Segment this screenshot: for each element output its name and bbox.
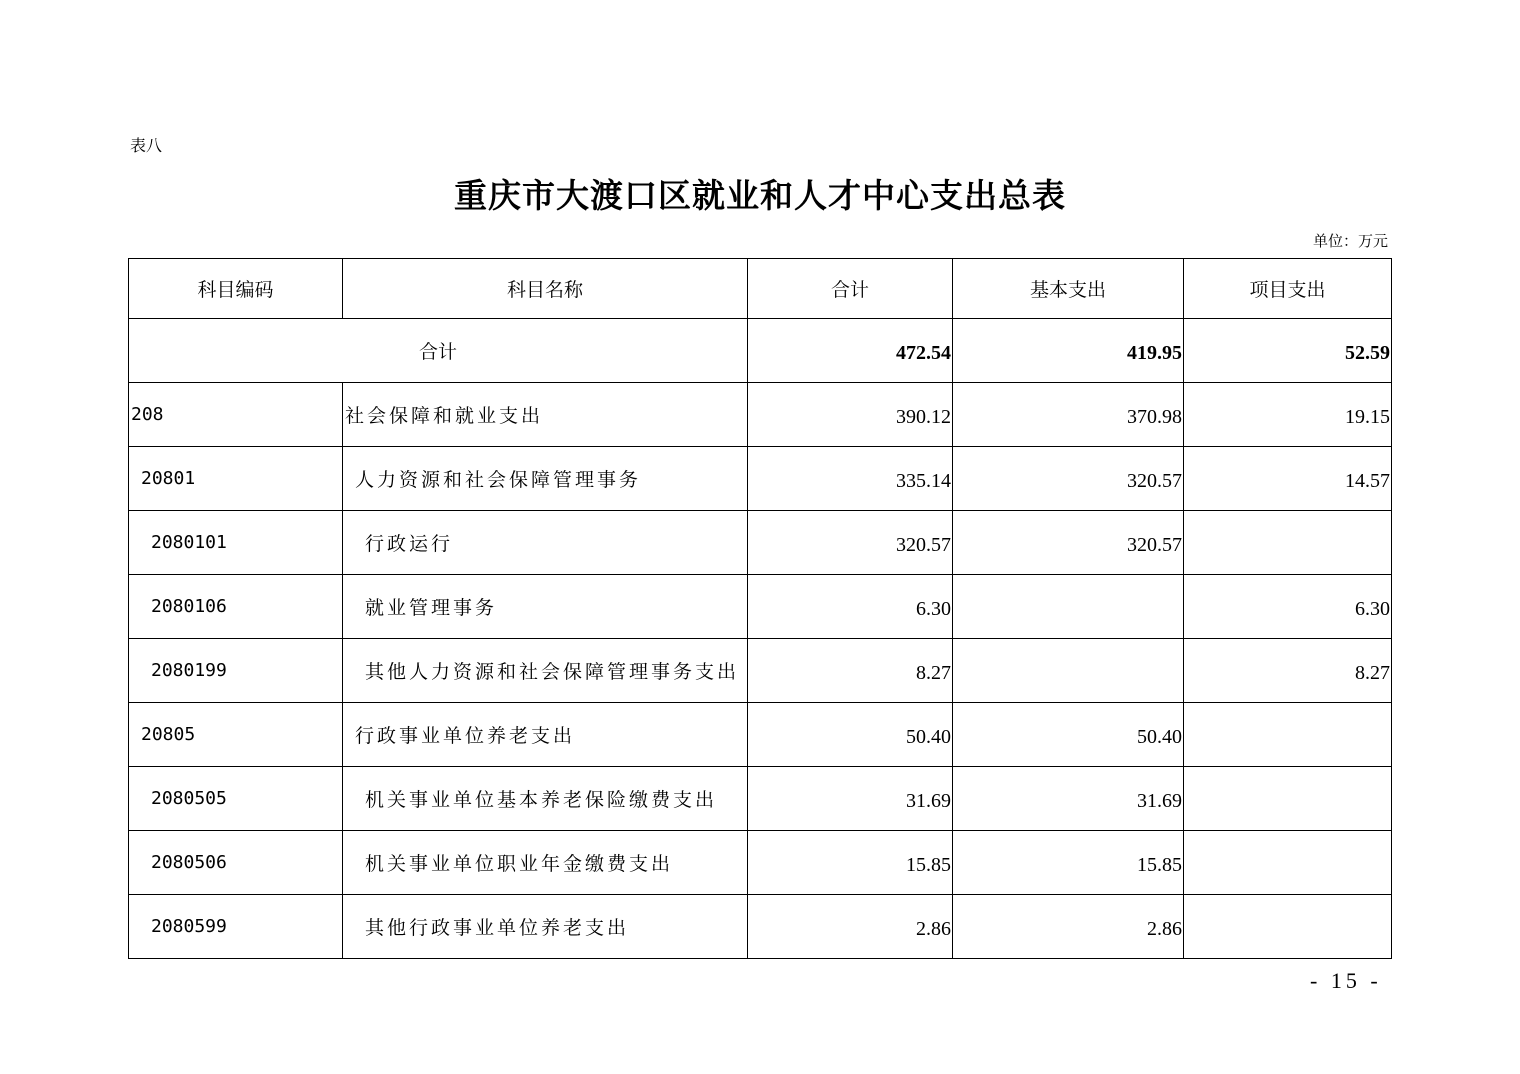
header-basic: 基本支出 [953, 259, 1184, 319]
row-project: 6.30 [1184, 575, 1392, 639]
row-total: 2.86 [748, 895, 953, 959]
row-code: 2080505 [129, 767, 343, 831]
row-code: 20801 [129, 447, 343, 511]
header-code: 科目编码 [129, 259, 343, 319]
row-project: 19.15 [1184, 383, 1392, 447]
row-basic: 320.57 [953, 511, 1184, 575]
row-project [1184, 831, 1392, 895]
table-row [129, 703, 1392, 767]
row-project [1184, 767, 1392, 831]
row-name: 行政事业单位养老支出 [343, 703, 748, 767]
row-basic: 320.57 [953, 447, 1184, 511]
expenditure-table [128, 258, 1392, 959]
row-name: 机关事业单位职业年金缴费支出 [343, 831, 748, 895]
total-basic: 419.95 [953, 319, 1184, 383]
header-name: 科目名称 [343, 259, 748, 319]
table-row [129, 575, 1392, 639]
row-project [1184, 511, 1392, 575]
table-row [129, 831, 1392, 895]
header-project: 项目支出 [1184, 259, 1392, 319]
row-total: 390.12 [748, 383, 953, 447]
table-row [129, 511, 1392, 575]
row-total: 335.14 [748, 447, 953, 511]
row-total: 15.85 [748, 831, 953, 895]
row-project [1184, 895, 1392, 959]
row-project: 14.57 [1184, 447, 1392, 511]
header-total: 合计 [748, 259, 953, 319]
table-row [129, 767, 1392, 831]
row-name: 社会保障和就业支出 [343, 383, 748, 447]
row-basic: 50.40 [953, 703, 1184, 767]
table-row [129, 447, 1392, 511]
total-total: 472.54 [748, 319, 953, 383]
total-row [129, 319, 1392, 383]
row-code: 2080199 [129, 639, 343, 703]
row-name: 人力资源和社会保障管理事务 [343, 447, 748, 511]
row-basic: 2.86 [953, 895, 1184, 959]
table-body [129, 319, 1392, 959]
row-basic: 15.85 [953, 831, 1184, 895]
row-total: 320.57 [748, 511, 953, 575]
row-code: 2080506 [129, 831, 343, 895]
row-basic [953, 575, 1184, 639]
table-header-row [129, 259, 1392, 319]
total-project: 52.59 [1184, 319, 1392, 383]
row-name: 其他人力资源和社会保障管理事务支出 [343, 639, 748, 703]
row-project: 8.27 [1184, 639, 1392, 703]
table-row [129, 895, 1392, 959]
row-total: 8.27 [748, 639, 953, 703]
page-number: - 15 - [1310, 968, 1382, 993]
row-code: 2080106 [129, 575, 343, 639]
table-row [129, 383, 1392, 447]
row-basic [953, 639, 1184, 703]
row-total: 50.40 [748, 703, 953, 767]
row-total: 31.69 [748, 767, 953, 831]
unit-label: 单位：万元 [1312, 232, 1388, 250]
page-title: 重庆市大渡口区就业和人才中心支出总表 [454, 176, 1066, 215]
row-total: 6.30 [748, 575, 953, 639]
total-label: 合计 [129, 319, 748, 383]
row-code: 2080101 [129, 511, 343, 575]
row-name: 就业管理事务 [343, 575, 748, 639]
row-name: 行政运行 [343, 511, 748, 575]
row-code: 208 [129, 383, 343, 447]
row-name: 机关事业单位基本养老保险缴费支出 [343, 767, 748, 831]
table-label: 表八 [130, 136, 163, 155]
row-basic: 31.69 [953, 767, 1184, 831]
row-basic: 370.98 [953, 383, 1184, 447]
row-code: 20805 [129, 703, 343, 767]
row-name: 其他行政事业单位养老支出 [343, 895, 748, 959]
row-code: 2080599 [129, 895, 343, 959]
table-row [129, 639, 1392, 703]
row-project [1184, 703, 1392, 767]
